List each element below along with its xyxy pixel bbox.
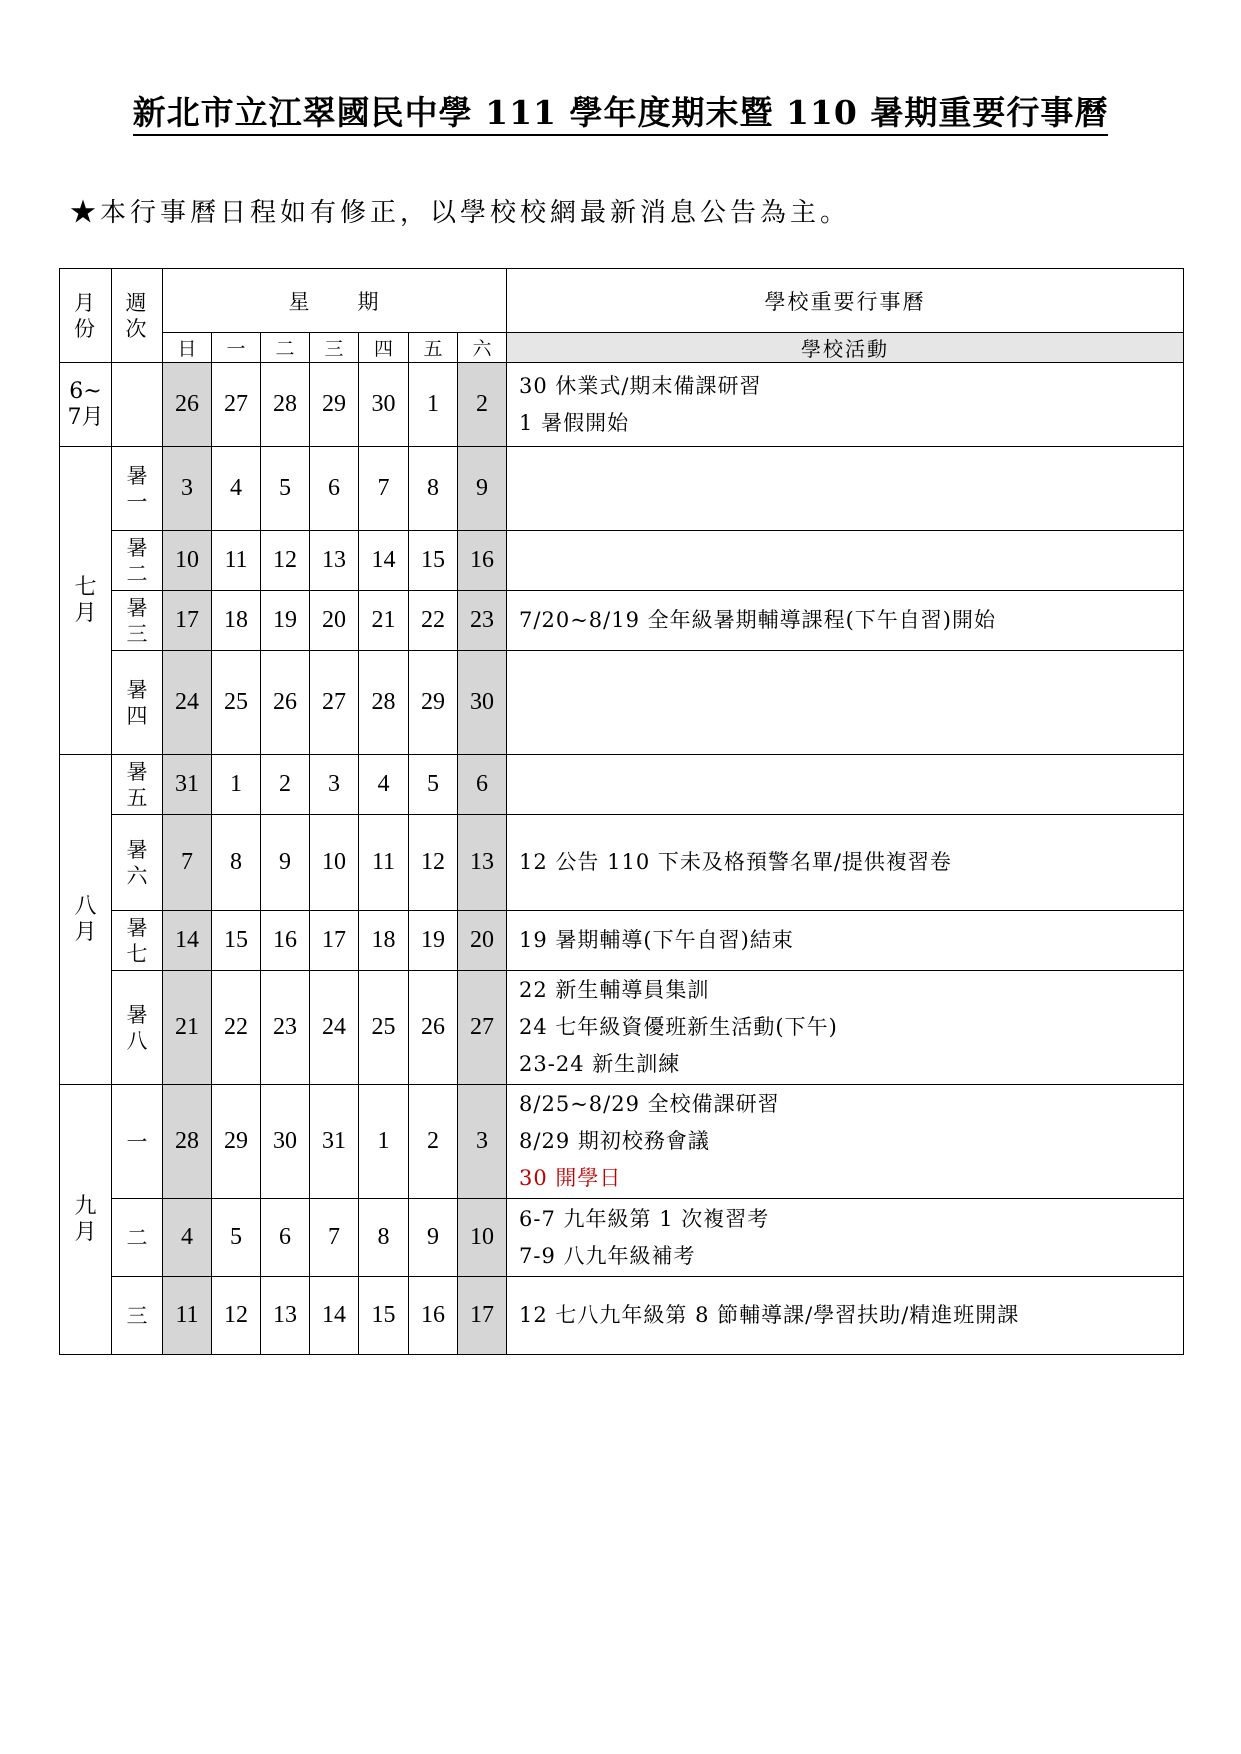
event-line: 12 公告 110 下未及格預警名單/提供複習卷 (519, 850, 952, 874)
day-cell: 30 (359, 363, 409, 447)
day-cell: 15 (359, 1277, 409, 1355)
weekday-header: 星 期 (163, 269, 507, 333)
event-line: 7/20~8/19 全年級暑期輔導課程(下午自習)開始 (519, 608, 997, 632)
calendar-row (60, 755, 1184, 815)
week-cell (112, 363, 163, 447)
events-cell (507, 591, 1184, 651)
day-cell: 27 (212, 363, 261, 447)
day-cell: 3 (163, 447, 212, 531)
calendar-table (59, 268, 1184, 1355)
day-cell: 4 (212, 447, 261, 531)
day-cell: 2 (458, 363, 507, 447)
day-cell: 13 (261, 1277, 310, 1355)
calendar-row (60, 447, 1184, 531)
event-line: 1 暑假開始 (519, 410, 630, 435)
calendar-row (60, 971, 1184, 1085)
week-cell: 暑二 (112, 531, 163, 591)
week-cell: 二 (112, 1199, 163, 1277)
day-cell: 25 (359, 971, 409, 1085)
day-cell: 5 (261, 447, 310, 531)
day-cell: 19 (261, 591, 310, 651)
calendar-row (60, 911, 1184, 971)
day-cell: 24 (310, 971, 359, 1085)
events-cell (507, 447, 1184, 531)
day-cell: 13 (310, 531, 359, 591)
day-cell: 12 (409, 815, 458, 911)
day-cell: 22 (212, 971, 261, 1085)
weekday-wed: 三 (310, 333, 359, 363)
day-cell: 7 (163, 815, 212, 911)
calendar-row (60, 363, 1184, 447)
weekday-sat: 六 (458, 333, 507, 363)
day-cell: 17 (310, 911, 359, 971)
events-cell (507, 1199, 1184, 1277)
day-cell: 28 (261, 363, 310, 447)
day-cell: 14 (163, 911, 212, 971)
day-cell: 12 (261, 531, 310, 591)
events-cell (507, 1277, 1184, 1355)
week-cell: 暑八 (112, 971, 163, 1085)
event-line: 8/29 期初校務會議 (519, 1129, 710, 1153)
day-cell: 21 (163, 971, 212, 1085)
event-line: 30 休業式/期末備課研習 (519, 373, 762, 398)
event-line: 19 暑期輔導(下午自習)結束 (519, 928, 794, 952)
day-cell: 10 (458, 1199, 507, 1277)
week-cell: 暑一 (112, 447, 163, 531)
event-line: 24 七年級資優班新生活動(下午) (519, 1015, 838, 1039)
day-cell: 12 (212, 1277, 261, 1355)
day-cell: 19 (409, 911, 458, 971)
week-cell: 暑三 (112, 591, 163, 651)
day-cell: 9 (458, 447, 507, 531)
day-cell: 6 (261, 1199, 310, 1277)
events-cell (507, 755, 1184, 815)
day-cell: 30 (261, 1085, 310, 1199)
day-cell: 20 (458, 911, 507, 971)
day-cell: 16 (261, 911, 310, 971)
day-cell: 6 (458, 755, 507, 815)
day-cell: 14 (310, 1277, 359, 1355)
notice-text: ★本行事曆日程如有修正，以學校校網最新消息公告為主。 (70, 198, 851, 228)
day-cell: 27 (310, 651, 359, 755)
day-cell: 4 (163, 1199, 212, 1277)
page-title-text: 新北市立江翠國民中學 111 學年度期末暨 110 暑期重要行事曆 (133, 93, 1109, 136)
day-cell: 17 (458, 1277, 507, 1355)
day-cell: 18 (212, 591, 261, 651)
day-cell: 31 (310, 1085, 359, 1199)
day-cell: 24 (163, 651, 212, 755)
page-title (0, 92, 1241, 134)
day-cell: 10 (163, 531, 212, 591)
events-cell (507, 815, 1184, 911)
weekday-sun: 日 (163, 333, 212, 363)
day-cell: 15 (212, 911, 261, 971)
day-cell: 11 (163, 1277, 212, 1355)
week-cell: 一 (112, 1085, 163, 1199)
day-cell: 15 (409, 531, 458, 591)
day-cell: 31 (163, 755, 212, 815)
day-cell: 6 (310, 447, 359, 531)
month-cell: 七月 (60, 447, 112, 755)
weekday-fri: 五 (409, 333, 458, 363)
calendar-row (60, 651, 1184, 755)
day-cell: 14 (359, 531, 409, 591)
week-cell: 暑六 (112, 815, 163, 911)
calendar-row (60, 815, 1184, 911)
calendar-row (60, 1277, 1184, 1355)
events-cell (507, 363, 1184, 447)
day-cell: 8 (359, 1199, 409, 1277)
activities-header: 學校活動 (507, 333, 1184, 363)
week-cell: 暑七 (112, 911, 163, 971)
day-cell: 26 (261, 651, 310, 755)
day-cell: 16 (458, 531, 507, 591)
events-cell (507, 971, 1184, 1085)
week-header: 週次 (112, 269, 163, 363)
events-cell (507, 651, 1184, 755)
events-cell (507, 1085, 1184, 1199)
day-cell: 25 (212, 651, 261, 755)
calendar-row (60, 531, 1184, 591)
day-cell: 7 (310, 1199, 359, 1277)
week-cell: 暑五 (112, 755, 163, 815)
day-cell: 16 (409, 1277, 458, 1355)
day-cell: 3 (310, 755, 359, 815)
day-cell: 11 (359, 815, 409, 911)
day-cell: 26 (163, 363, 212, 447)
weekday-tue: 二 (261, 333, 310, 363)
weekday-thu: 四 (359, 333, 409, 363)
weekday-mon: 一 (212, 333, 261, 363)
events-cell (507, 531, 1184, 591)
day-cell: 29 (409, 651, 458, 755)
day-cell: 21 (359, 591, 409, 651)
day-cell: 5 (409, 755, 458, 815)
events-cell (507, 911, 1184, 971)
day-cell: 23 (458, 591, 507, 651)
day-cell: 13 (458, 815, 507, 911)
day-cell: 10 (310, 815, 359, 911)
day-cell: 1 (409, 363, 458, 447)
day-cell: 9 (409, 1199, 458, 1277)
day-cell: 5 (212, 1199, 261, 1277)
day-cell: 28 (163, 1085, 212, 1199)
day-cell: 29 (310, 363, 359, 447)
day-cell: 29 (212, 1085, 261, 1199)
month-cell: 九月 (60, 1085, 112, 1355)
day-cell: 1 (212, 755, 261, 815)
day-cell: 2 (409, 1085, 458, 1199)
day-cell: 2 (261, 755, 310, 815)
event-line: 8/25~8/29 全校備課研習 (519, 1092, 780, 1116)
events-header: 學校重要行事曆 (507, 269, 1184, 333)
calendar-row (60, 1085, 1184, 1199)
day-cell: 17 (163, 591, 212, 651)
day-cell: 8 (409, 447, 458, 531)
day-cell: 9 (261, 815, 310, 911)
event-line: 23-24 新生訓練 (519, 1052, 681, 1076)
month-cell: 八月 (60, 755, 112, 1085)
week-cell: 暑四 (112, 651, 163, 755)
month-header: 月份 (60, 269, 112, 363)
event-line: 12 七八九年級第 8 節輔導課/學習扶助/精進班開課 (519, 1303, 1020, 1327)
day-cell: 20 (310, 591, 359, 651)
day-cell: 26 (409, 971, 458, 1085)
day-cell: 18 (359, 911, 409, 971)
day-cell: 11 (212, 531, 261, 591)
week-cell: 三 (112, 1277, 163, 1355)
event-line: 7-9 八九年級補考 (519, 1243, 696, 1268)
day-cell: 8 (212, 815, 261, 911)
day-cell: 3 (458, 1085, 507, 1199)
day-cell: 22 (409, 591, 458, 651)
calendar-row (60, 591, 1184, 651)
event-line: 22 新生輔導員集訓 (519, 978, 710, 1002)
day-cell: 28 (359, 651, 409, 755)
day-cell: 27 (458, 971, 507, 1085)
month-cell: 6~7月 (60, 363, 112, 447)
calendar-row (60, 1199, 1184, 1277)
day-cell: 23 (261, 971, 310, 1085)
day-cell: 4 (359, 755, 409, 815)
day-cell: 30 (458, 651, 507, 755)
event-line: 6-7 九年級第 1 次複習考 (519, 1206, 770, 1231)
event-line: 30 開學日 (519, 1166, 622, 1190)
day-cell: 7 (359, 447, 409, 531)
day-cell: 1 (359, 1085, 409, 1199)
